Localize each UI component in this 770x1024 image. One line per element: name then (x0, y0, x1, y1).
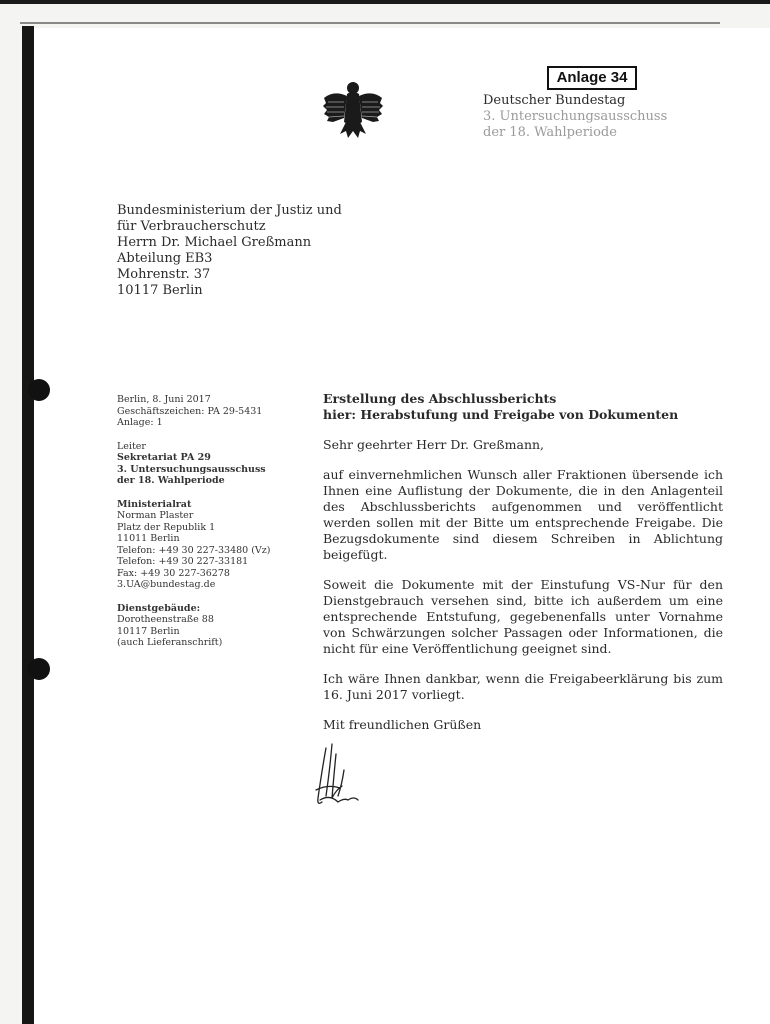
salutation: Sehr geehrter Herr Dr. Greßmann, (323, 437, 545, 452)
building-label: Dienstgebäude: (117, 602, 201, 614)
letter-body (323, 391, 723, 733)
sender-organization (483, 93, 667, 141)
contact-email: 3.UA@bundestag.de (117, 579, 216, 590)
contact-fax: Fax: +49 30 227-36278 (117, 567, 230, 579)
recipient-address (117, 203, 342, 299)
body-paragraph: Ich wäre Ihnen dankbar, wenn die Freigabeerklärung bis zum 16. Juni 2017 vorliegt. (323, 671, 723, 702)
punch-hole-bottom (28, 658, 50, 680)
building-street: Dorotheenstraße 88 (117, 614, 214, 625)
recipient-line: 10117 Berlin (117, 283, 203, 298)
office-label: Leiter (117, 440, 146, 452)
body-paragraph: auf einvernehmlichen Wunsch aller Fraktionen übersende ich Ihnen eine Auflistung der Dokumente, die in den Anlagenteil des Abschlussberichts aufgenommen und veröffentlicht werden sollen mit der Bitte um entsprechende Freigabe. Die Bezugsdokumente sind diesem Schreiben in Ablichtung beigefügt. (323, 467, 723, 562)
letter-date: Berlin, 8. Juni 2017 (117, 394, 211, 405)
closing: Mit freundlichen Grüßen (323, 717, 482, 732)
handwritten-signature (308, 740, 378, 820)
building-note: (auch Lieferanschrift) (117, 637, 223, 648)
office-line: der 18. Wahlperiode (117, 475, 225, 486)
contact-phone: Telefon: +49 30 227-33480 (Vz) (117, 544, 271, 556)
org-committee: 3. Untersuchungsausschuss (483, 109, 668, 124)
office-line: 3. Untersuchungsausschuss (117, 463, 266, 475)
reference-number: Geschäftszeichen: PA 29-5431 (117, 405, 263, 417)
contact-phone: Telefon: +49 30 227-33181 (117, 556, 249, 567)
scan-edge-top (0, 0, 770, 4)
attachment-count: Anlage: 1 (117, 417, 163, 428)
contact-name: Norman Plaster (117, 510, 194, 521)
recipient-line: Herrn Dr. Michael Greßmann (117, 235, 312, 250)
federal-eagle-icon (320, 76, 386, 142)
body-paragraph: Soweit die Dokumente mit der Einstufung VS-Nur für den Dienstgebrauch versehen sind, bitte ich außerdem um eine entsprechende Entstufung, gegebenenfalls unter Vornahme von Schwärzungen solcher Passagen oder Informationen, die nicht für eine Veröffentlichung geeignet sind. (323, 577, 723, 656)
office-line: Sekretariat PA 29 (117, 452, 211, 463)
scan-edge-left (22, 26, 34, 1024)
scan-edge-line (20, 22, 720, 24)
subject-line: hier: Herabstufung und Freigabe von Dokumenten (323, 407, 679, 422)
contact-city: 11011 Berlin (117, 533, 180, 544)
meta-block (117, 394, 271, 429)
org-period: der 18. Wahlperiode (483, 125, 617, 140)
org-name: Deutscher Bundestag (483, 93, 626, 108)
office-block (117, 441, 271, 487)
contact-title: Ministerialrat (117, 498, 192, 510)
recipient-line: Mohrenstr. 37 (117, 267, 211, 282)
contact-street: Platz der Republik 1 (117, 521, 216, 533)
building-city: 10117 Berlin (117, 625, 180, 637)
recipient-line: für Verbraucherschutz (117, 219, 266, 234)
building-block (117, 603, 271, 649)
attachment-label: Anlage 34 (547, 66, 637, 90)
recipient-line: Abteilung EB3 (117, 251, 213, 266)
subject-line: Erstellung des Abschlussberichts (323, 391, 557, 406)
sender-sidebar (117, 394, 271, 661)
contact-block (117, 499, 271, 591)
subject (323, 391, 723, 423)
punch-hole-top (28, 379, 50, 401)
recipient-line: Bundesministerium der Justiz und (117, 203, 342, 218)
